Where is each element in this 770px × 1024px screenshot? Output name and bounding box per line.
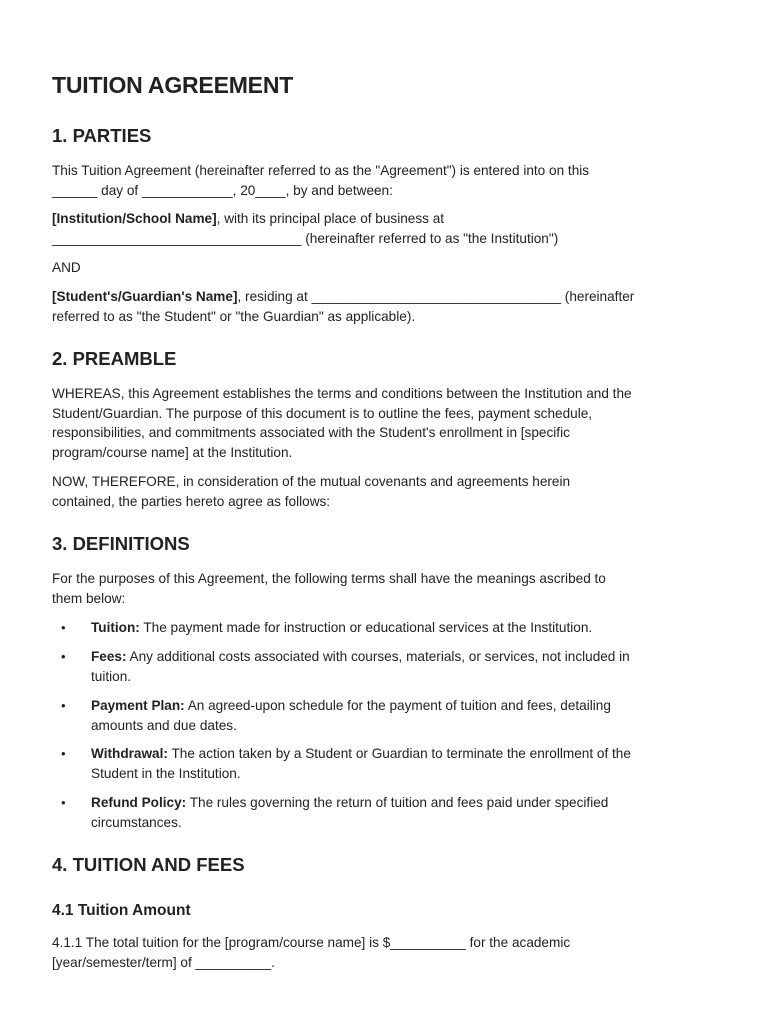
student-name-placeholder: [Student's/Guardian's Name]: [52, 289, 238, 304]
bullet-icon: •: [61, 746, 66, 761]
institution-name-placeholder: [Institution/School Name]: [52, 211, 217, 226]
and-separator: AND: [52, 260, 81, 275]
institution-paragraph: [52, 209, 718, 248]
section-parties-heading: 1. PARTIES: [52, 125, 152, 146]
institution-line-1: , with its principal place of business at: [216, 211, 445, 226]
bullet-icon: •: [61, 620, 66, 635]
bullet-icon: •: [61, 795, 66, 810]
tuition-amount-line-2: [year/semester/term] of __________.: [52, 954, 275, 970]
student-line-2: referred to as "the Student" or "the Guardian" as applicable).: [52, 308, 416, 324]
whereas-line-1: WHEREAS, this Agreement establishes the terms and conditions between the Institution and the: [52, 386, 632, 401]
whereas-line-2: Student/Guardian. The purpose of this document is to outline the fees, payment schedule,: [52, 405, 593, 421]
definitions-intro-line-1: For the purposes of this Agreement, the following terms shall have the meanings ascribed to: [52, 571, 606, 586]
whereas-line-3: responsibilities, and commitments associated with the Student's enrollment in [specific: [52, 425, 570, 440]
therefore-line-1: NOW, THEREFORE, in consideration of the mutual covenants and agreements herein: [52, 474, 571, 489]
tuition-amount-line-1: 4.1.1 The total tuition for the [program/course name] is $__________ for the academic: [52, 935, 571, 950]
definition-text: The action taken by a Student or Guardian to terminate the enrollment of the: [167, 746, 631, 761]
preamble-whereas-paragraph: [52, 384, 718, 462]
document-title: TUITION AGREEMENT: [52, 72, 294, 98]
therefore-line-2: contained, the parties hereto agree as follows:: [52, 493, 331, 509]
definition-text: The payment made for instruction or educational services at the Institution.: [139, 620, 593, 635]
institution-line-2: _________________________________ (hereinafter referred to as "the Institution"): [52, 230, 559, 246]
tuition-amount-paragraph: [52, 933, 718, 972]
definition-term: Fees:: [91, 649, 127, 664]
whereas-line-4: program/course name] at the Institution.: [52, 444, 293, 460]
parties-intro-line-1: This Tuition Agreement (hereinafter referred to as the "Agreement") is entered into on this: [52, 163, 590, 178]
bullet-icon: •: [61, 649, 66, 664]
parties-intro-paragraph: [52, 161, 718, 200]
list-item: [52, 696, 718, 735]
section-preamble-heading: 2. PREAMBLE: [52, 348, 177, 369]
section-definitions-heading: 3. DEFINITIONS: [52, 533, 190, 554]
student-paragraph: [52, 287, 718, 326]
definition-term: Withdrawal:: [91, 746, 168, 761]
definition-text-cont: Student in the Institution.: [91, 765, 241, 781]
definitions-intro-line-2: them below:: [52, 590, 126, 606]
section-tuition-fees-heading: 4. TUITION AND FEES: [52, 854, 245, 875]
definition-term: Payment Plan:: [91, 698, 185, 713]
subsection-tuition-amount-heading: 4.1 Tuition Amount: [52, 902, 191, 919]
definition-text: An agreed-upon schedule for the payment of tuition and fees, detailing: [184, 698, 611, 713]
bullet-icon: •: [61, 698, 66, 713]
list-item: [52, 793, 718, 832]
definition-text: The rules governing the return of tuition and fees paid under specified: [186, 795, 609, 810]
list-item: [52, 744, 718, 783]
preamble-therefore-paragraph: [52, 472, 718, 511]
list-item: [52, 618, 718, 638]
student-line-1: , residing at _________________________________ (hereinafter: [237, 289, 635, 304]
definitions-intro-paragraph: [52, 569, 718, 608]
definition-text-cont: amounts and due dates.: [91, 717, 237, 733]
definition-text-cont: tuition.: [91, 668, 132, 684]
definition-text: Any additional costs associated with courses, materials, or services, not included in: [126, 649, 630, 664]
definition-term: Tuition:: [91, 620, 140, 635]
definition-term: Refund Policy:: [91, 795, 187, 810]
parties-intro-line-2: ______ day of ____________, 20____, by and between:: [52, 182, 393, 198]
list-item: [52, 647, 718, 686]
definition-text-cont: circumstances.: [91, 814, 182, 830]
